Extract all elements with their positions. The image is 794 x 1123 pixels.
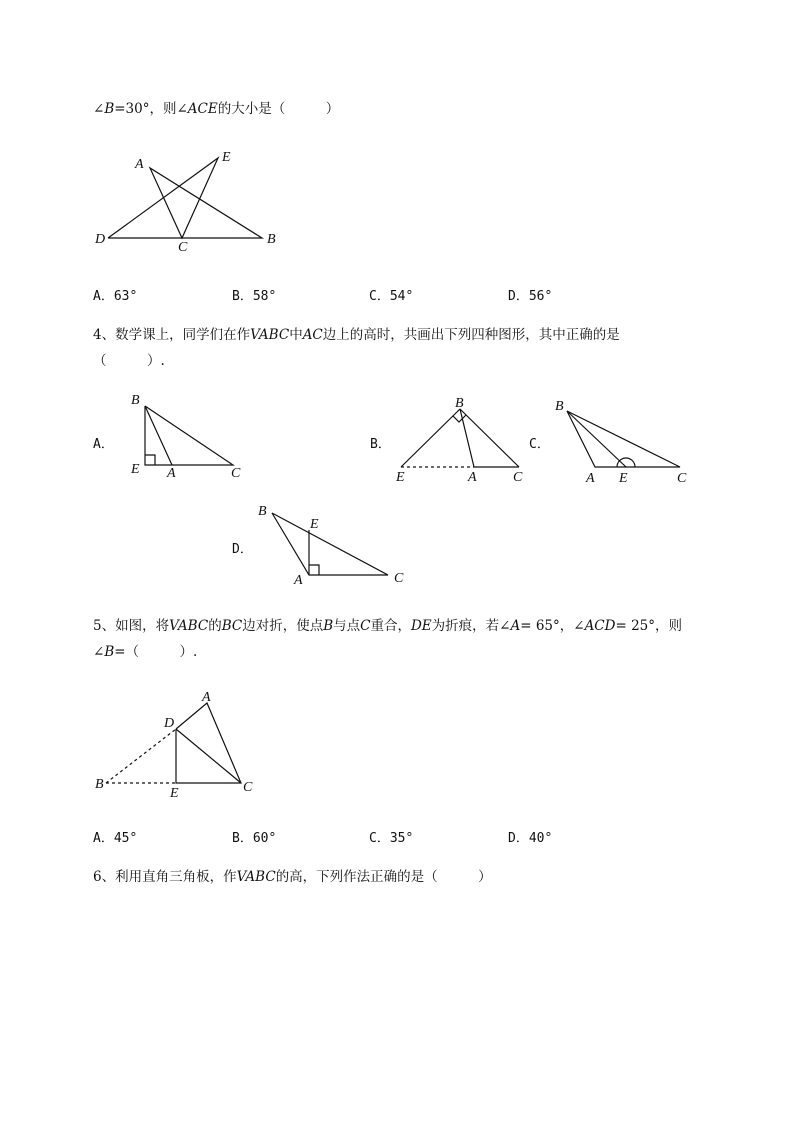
q5-stem-line1: 5、如图，将VABC的BC边对折，使点B与点C重合，DE为折痕，若∠A= 65°，∠ACD= 25°，则 bbox=[93, 618, 682, 634]
q3-label-a: A bbox=[135, 157, 144, 172]
q3-stem: ∠B=30°，则∠ACE的大小是（ ） bbox=[93, 101, 340, 117]
q5-label-d: D bbox=[164, 716, 175, 731]
q3-option-c[interactable]: C．54° bbox=[369, 289, 414, 304]
q6-stem: 6、利用直角三角板，作VABC的高，下列作法正确的是（ ） bbox=[93, 869, 492, 885]
q4-option-b-label[interactable]: B． bbox=[370, 437, 391, 452]
q4c-label-e: E bbox=[619, 471, 628, 486]
q4d-label-a: A bbox=[294, 573, 303, 588]
q3-label-e: E bbox=[222, 150, 231, 165]
q5-option-d[interactable]: D．40° bbox=[508, 831, 553, 846]
q4d-label-b: B bbox=[258, 504, 267, 519]
q5-label-a: A bbox=[202, 690, 211, 705]
q5-option-c[interactable]: C．35° bbox=[369, 831, 414, 846]
q3-option-a[interactable]: A．63° bbox=[93, 289, 138, 304]
q5-label-b: B bbox=[95, 777, 104, 792]
q4c-label-c: C bbox=[677, 471, 687, 486]
q4c-label-a: A bbox=[586, 471, 595, 486]
q4a-label-b: B bbox=[131, 393, 140, 408]
q4a-label-e: E bbox=[131, 462, 140, 477]
q4-option-a-label[interactable]: A． bbox=[93, 437, 114, 452]
q5-stem-line2: ∠B=（ ）. bbox=[93, 644, 198, 660]
q5-option-a[interactable]: A．45° bbox=[93, 831, 138, 846]
q3-option-b[interactable]: B．58° bbox=[232, 289, 277, 304]
q4-option-d-label[interactable]: D． bbox=[232, 542, 253, 557]
q3-label-c: C bbox=[178, 240, 188, 255]
q5-label-c: C bbox=[243, 780, 253, 795]
q4a-label-c: C bbox=[231, 466, 241, 481]
q4b-label-b: B bbox=[455, 396, 464, 411]
q4b-label-c: C bbox=[513, 470, 523, 485]
q4-stem: 4、数学课上，同学们在作VABC中AC边上的高时，共画出下列四种图形，其中正确的是 bbox=[93, 327, 620, 343]
q5-option-b[interactable]: B．60° bbox=[232, 831, 277, 846]
q3-option-d[interactable]: D．56° bbox=[508, 289, 553, 304]
q4c-label-b: B bbox=[555, 399, 564, 414]
q4b-label-e: E bbox=[396, 470, 405, 485]
q3-label-b: B bbox=[267, 232, 276, 247]
q4-blank: （ ）. bbox=[93, 353, 165, 369]
q4a-label-a: A bbox=[167, 466, 176, 481]
q4b-label-a: A bbox=[468, 470, 477, 485]
q3-label-d: D bbox=[95, 232, 106, 247]
q4-option-c-label[interactable]: C． bbox=[529, 437, 550, 452]
q4d-label-e: E bbox=[310, 517, 319, 532]
q4d-label-c: C bbox=[394, 571, 404, 586]
q5-label-e: E bbox=[170, 786, 179, 801]
